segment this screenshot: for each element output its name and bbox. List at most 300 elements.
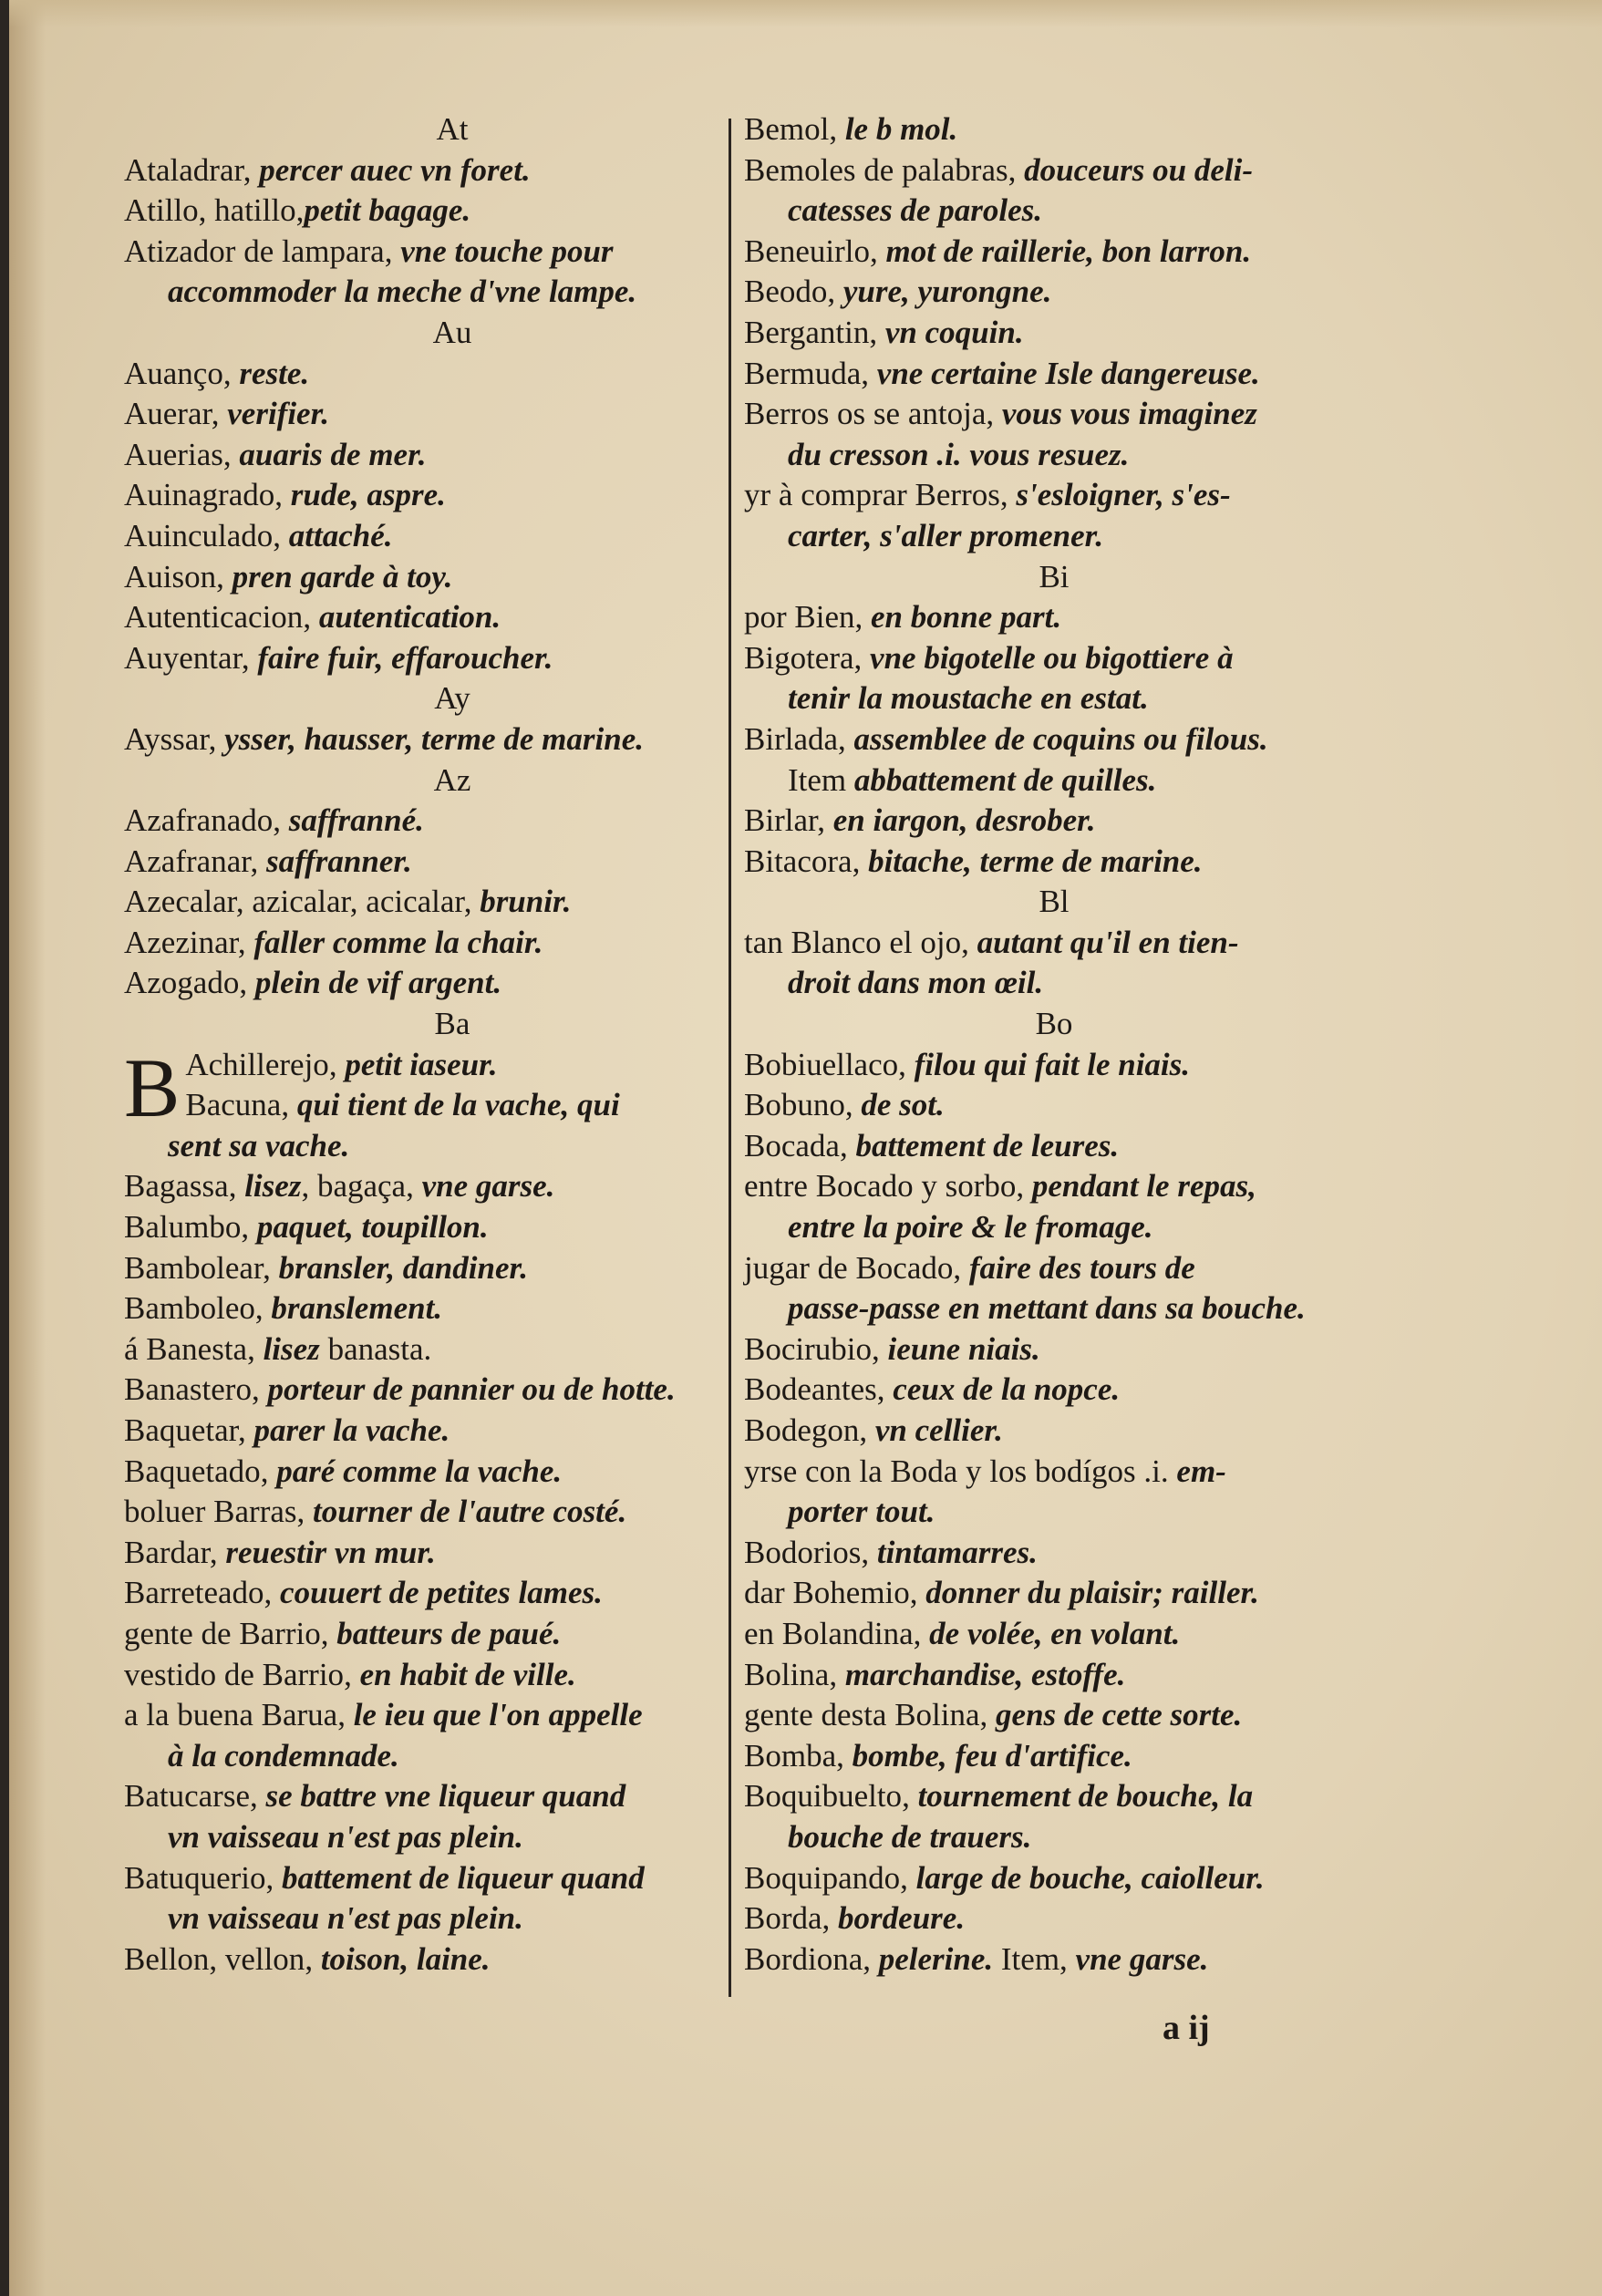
entry-separator: , bbox=[250, 843, 266, 879]
entry-definition: large de bouche, caiolleur. bbox=[915, 1859, 1265, 1896]
entry-definition: vne bigotelle ou bigottiere à bbox=[870, 639, 1234, 676]
entry-term: Bemoles de palabras bbox=[744, 151, 1008, 188]
entry-definition: lisez bbox=[244, 1168, 302, 1205]
entry-definition: autant qu'il en tien- bbox=[977, 924, 1239, 960]
dictionary-entry bbox=[744, 1655, 1364, 1696]
section-heading: At bbox=[436, 111, 469, 147]
entry-term: Bomba bbox=[744, 1737, 837, 1774]
entry-definition: saffranné. bbox=[288, 802, 424, 839]
entry-definition: porter tout. bbox=[788, 1494, 935, 1530]
entry-definition: reste. bbox=[239, 355, 310, 391]
dictionary-entry bbox=[124, 1776, 726, 1817]
entry-continuation bbox=[744, 963, 1364, 1004]
entry-separator: , bbox=[852, 843, 869, 879]
entry-separator: , bbox=[328, 1046, 346, 1082]
entry-separator: , bbox=[384, 233, 401, 269]
entry-separator: , bbox=[838, 720, 854, 757]
entry-definition: vous vous imaginez bbox=[1001, 396, 1257, 432]
entry-term: Ayssar bbox=[124, 720, 209, 757]
entry-term: Banastero bbox=[124, 1371, 252, 1408]
dictionary-entry bbox=[744, 1736, 1364, 1777]
entry-separator: , bbox=[863, 1940, 879, 1977]
entry-definition: vne touche pour bbox=[400, 233, 614, 269]
dictionary-entry bbox=[124, 1939, 726, 1981]
entry-continuation bbox=[744, 760, 1364, 802]
entry-definition: tourner de l'autre costé. bbox=[313, 1494, 627, 1530]
entry-definition: faire fuir, effaroucher. bbox=[257, 639, 553, 676]
entry-separator: , bbox=[876, 1371, 894, 1408]
section-heading: Ba bbox=[434, 1006, 470, 1042]
entry-separator: , bbox=[222, 355, 240, 391]
entry-separator: , bbox=[260, 1453, 277, 1489]
dictionary-entry bbox=[744, 272, 1364, 313]
entry-term: Beneuirlo bbox=[744, 233, 871, 269]
entry-separator: , bbox=[986, 396, 1002, 432]
entry-term: Bocirubio bbox=[744, 1330, 872, 1367]
entry-definition: passe-passe en mettant dans sa bouche. bbox=[788, 1290, 1306, 1327]
entry-term: Baquetar bbox=[124, 1412, 238, 1448]
entry-term: Achillerejo bbox=[185, 1046, 329, 1082]
entry-term: Bamboleo bbox=[124, 1290, 255, 1327]
entry-term: Bagassa bbox=[124, 1168, 229, 1205]
entry-separator: , bbox=[829, 111, 845, 147]
dictionary-entry bbox=[124, 435, 726, 476]
entry-continuation bbox=[744, 1817, 1364, 1858]
dictionary-entry bbox=[744, 1085, 1364, 1126]
entry-separator: , bbox=[1016, 1168, 1032, 1205]
entry-continuation bbox=[124, 1126, 726, 1167]
entry-term: Bermuda bbox=[744, 355, 862, 391]
dictionary-entry bbox=[744, 1614, 1364, 1655]
entry-continuation bbox=[744, 435, 1364, 476]
dictionary-entry bbox=[124, 1370, 726, 1411]
entry-definition: porteur de pannier ou de hotte. bbox=[267, 1371, 676, 1408]
entry-definition: attaché. bbox=[288, 517, 393, 553]
entry-term: Beodo bbox=[744, 274, 828, 310]
entry-definition: marchandise, estoffe. bbox=[844, 1656, 1126, 1692]
section-heading: Bl bbox=[1039, 884, 1070, 920]
dictionary-entry bbox=[744, 1695, 1364, 1736]
entry-definition: s'esloigner, s'es- bbox=[1016, 477, 1231, 513]
dictionary-entry bbox=[744, 109, 1364, 150]
entry-definition: paré comme la vache. bbox=[276, 1453, 563, 1489]
entry-definition: catesses de paroles. bbox=[788, 192, 1042, 229]
entry-separator: , bbox=[305, 1940, 321, 1977]
entry-definition: ceux de la nopce. bbox=[893, 1371, 1121, 1408]
entry-tail: banasta. bbox=[319, 1330, 432, 1367]
entry-term: á Banesta bbox=[124, 1330, 248, 1367]
entry-definition: de volée, en volant. bbox=[929, 1615, 1181, 1651]
dictionary-entry bbox=[124, 1329, 726, 1370]
entry-definition: petit iaseur. bbox=[345, 1046, 498, 1082]
entry-definition: mot de raillerie, bon larron. bbox=[885, 233, 1252, 269]
entry-continuation bbox=[124, 1736, 726, 1777]
dictionary-entry bbox=[124, 882, 726, 923]
section-heading: Az bbox=[433, 761, 471, 798]
entry-term: Birlar bbox=[744, 802, 818, 839]
entry-separator: , bbox=[222, 436, 240, 472]
entry-separator: , bbox=[208, 720, 225, 757]
entry-definition: bordeure. bbox=[838, 1900, 966, 1937]
dictionary-entry bbox=[124, 1533, 726, 1574]
entry-definition: donner du plaisir; railler. bbox=[925, 1575, 1259, 1611]
entry-definition: tenir la moustache en estat. bbox=[788, 680, 1149, 717]
entry-term: Bordiona bbox=[744, 1940, 863, 1977]
entry-separator: , bbox=[295, 192, 305, 229]
entry-definition: filou qui fait le niais. bbox=[914, 1046, 1191, 1082]
entry-term: Auerar bbox=[124, 396, 212, 432]
dictionary-entry bbox=[744, 1045, 1364, 1086]
entry-definition: le b mol. bbox=[844, 111, 958, 147]
entry-term: Item bbox=[788, 761, 847, 798]
entry-separator: , bbox=[853, 639, 871, 676]
entry-term: Azogado bbox=[124, 965, 240, 1001]
entry-separator: , bbox=[209, 1534, 226, 1570]
entry-separator: , bbox=[243, 151, 260, 188]
entry-definition: em- bbox=[1176, 1453, 1226, 1489]
dictionary-entry bbox=[124, 1288, 726, 1329]
entry-separator: , bbox=[861, 1534, 877, 1570]
entry-separator: , bbox=[999, 477, 1017, 513]
right-column bbox=[744, 109, 1364, 1980]
dictionary-entry bbox=[124, 516, 726, 557]
entry-definition: gens de cette sorte. bbox=[996, 1697, 1243, 1733]
entry-term: Azezinar bbox=[124, 924, 238, 960]
dictionary-entry bbox=[124, 354, 726, 395]
entry-term: Bodorios bbox=[744, 1534, 862, 1570]
entry-separator: , bbox=[273, 802, 289, 839]
entry-separator: , bbox=[273, 517, 289, 553]
entry-definition: de sot. bbox=[861, 1087, 945, 1123]
entry-definition: bombe, feu d'artifice. bbox=[852, 1737, 1132, 1774]
dictionary-entry bbox=[744, 232, 1364, 273]
entry-term: Azafranado bbox=[124, 802, 274, 839]
entry-definition: en bonne part. bbox=[871, 599, 1062, 636]
entry-separator: , bbox=[902, 1778, 918, 1815]
entry-definition: carter, s'aller promener. bbox=[788, 517, 1104, 553]
dictionary-entry bbox=[124, 1614, 726, 1655]
dictionary-entry bbox=[124, 1085, 726, 1126]
entry-term: dar Bohemio bbox=[744, 1575, 910, 1611]
dictionary-entry bbox=[744, 354, 1364, 395]
entry-definition: en iargon, desrober. bbox=[832, 802, 1096, 839]
entry-separator: , bbox=[1008, 151, 1025, 188]
dictionary-entry bbox=[744, 597, 1364, 638]
entry-continuation bbox=[124, 1817, 726, 1858]
entry-separator: , bbox=[296, 1494, 314, 1530]
dictionary-entry bbox=[744, 1858, 1364, 1899]
entry-separator: , bbox=[463, 884, 481, 920]
entry-continuation bbox=[744, 678, 1364, 719]
entry-separator: , bbox=[344, 1656, 360, 1692]
entry-definition: plein de vif argent. bbox=[254, 965, 502, 1001]
entry-separator: , bbox=[979, 1697, 997, 1733]
signature-mark: a ij bbox=[1163, 2009, 1210, 2047]
dictionary-entry bbox=[124, 1492, 726, 1533]
entry-continuation bbox=[744, 191, 1364, 232]
entry-definition: yure, yurongne. bbox=[842, 274, 1052, 310]
dictionary-entry bbox=[744, 842, 1364, 883]
dictionary-entry bbox=[744, 801, 1364, 842]
dictionary-entry bbox=[744, 1248, 1364, 1289]
entry-separator: , bbox=[859, 1412, 875, 1448]
entry-definition: rude, aspre. bbox=[290, 477, 446, 513]
dictionary-entry bbox=[124, 963, 726, 1004]
dictionary-entry bbox=[124, 150, 726, 191]
entry-term: tan Blanco el ojo bbox=[744, 924, 962, 960]
column-divider bbox=[729, 119, 731, 1997]
entry-separator: , bbox=[854, 599, 872, 636]
entry-definition: autentication. bbox=[318, 599, 501, 636]
entry-term: por Bien bbox=[744, 599, 855, 636]
section-heading: Ay bbox=[434, 680, 470, 717]
entry-separator: , bbox=[900, 1859, 916, 1896]
entry-separator: , bbox=[239, 965, 255, 1001]
dictionary-entry bbox=[124, 1166, 726, 1207]
dictionary-entry bbox=[744, 1166, 1364, 1207]
dictionary-entry bbox=[744, 1329, 1364, 1370]
entry-definition: percer auec vn foret. bbox=[259, 151, 531, 188]
entry-definition: ysser, hausser, terme de marine. bbox=[224, 720, 644, 757]
entry-definition: se battre vne liqueur quand bbox=[265, 1778, 626, 1815]
entry-term: yr à comprar Berros bbox=[744, 477, 1000, 513]
entry-definition: branslement. bbox=[271, 1290, 443, 1327]
entry-separator: , bbox=[237, 1412, 254, 1448]
entry-definition: le ieu que l'on appelle bbox=[353, 1697, 643, 1733]
entry-separator: , bbox=[216, 558, 233, 595]
entry-separator: , bbox=[829, 1656, 845, 1692]
entry-separator: , bbox=[249, 1778, 266, 1815]
entry-term: en Bolandina bbox=[744, 1615, 914, 1651]
entry-separator: , bbox=[913, 1615, 930, 1651]
entry-definition: en habit de ville. bbox=[359, 1656, 576, 1692]
entry-separator: , bbox=[839, 1127, 856, 1164]
entry-definition: ieune niais. bbox=[887, 1330, 1040, 1367]
entry-definition: bouche de trauers. bbox=[788, 1818, 1032, 1855]
entry-definition: petit bagage. bbox=[304, 192, 471, 229]
dictionary-entry bbox=[124, 842, 726, 883]
dictionary-entry bbox=[744, 150, 1364, 191]
entry-term: vestido de Barrio bbox=[124, 1656, 345, 1692]
entry-definition: assemblee de coquins ou filous. bbox=[853, 720, 1268, 757]
entry-term: Berros os se antoja bbox=[744, 396, 987, 432]
entry-definition: faire des tours de bbox=[968, 1249, 1195, 1286]
entry-separator: , bbox=[871, 1330, 888, 1367]
dictionary-entry bbox=[744, 719, 1364, 760]
entry-term: Azafranar bbox=[124, 843, 251, 879]
entry-definition: reuestir vn mur. bbox=[225, 1534, 436, 1570]
entry-term: gente de Barrio bbox=[124, 1615, 321, 1651]
entry-separator: , bbox=[898, 1046, 915, 1082]
entry-term: Bergantin bbox=[744, 314, 870, 350]
entry-separator: , bbox=[265, 1859, 283, 1896]
entry-term: Bigotera bbox=[744, 639, 854, 676]
entry-term: Auyentar bbox=[124, 639, 242, 676]
entry-term: Boquipando bbox=[744, 1859, 901, 1896]
entry-definition: tintamarres. bbox=[876, 1534, 1038, 1570]
entry-definition: parer la vache. bbox=[253, 1412, 450, 1448]
entry-separator: , bbox=[247, 1330, 264, 1367]
entry-continuation bbox=[744, 516, 1364, 557]
left-column bbox=[124, 109, 726, 1980]
entry-separator: , bbox=[211, 396, 228, 432]
entry-separator: , bbox=[844, 1087, 862, 1123]
entry-definition: batteurs de paué. bbox=[336, 1615, 562, 1651]
entry-separator: , bbox=[281, 1087, 297, 1123]
entry-separator: , bbox=[320, 1615, 337, 1651]
entry-definition: à la condemnade. bbox=[168, 1737, 399, 1774]
entry-definition-2: vne garse. bbox=[1075, 1940, 1209, 1977]
section-heading: Bi bbox=[1039, 558, 1070, 595]
dictionary-entry bbox=[744, 1939, 1364, 1981]
entry-definition: saffranner. bbox=[265, 843, 412, 879]
entry-definition: accommoder la meche d'vne lampe. bbox=[168, 274, 637, 310]
entry-term: Batucarse bbox=[124, 1778, 250, 1815]
dictionary-entry bbox=[744, 1898, 1364, 1939]
entry-separator: , bbox=[263, 1249, 279, 1286]
entry-separator: , bbox=[254, 1290, 272, 1327]
entry-definition: couuert de petites lames. bbox=[280, 1575, 603, 1611]
entry-definition: verifier. bbox=[227, 396, 330, 432]
entry-definition: douceurs ou deli- bbox=[1024, 151, 1253, 188]
entry-definition: vn vaisseau n'est pas plein. bbox=[168, 1900, 523, 1937]
entry-term: a la buena Barua bbox=[124, 1697, 338, 1733]
entry-definition: battement de liqueur quand bbox=[282, 1859, 645, 1896]
entry-separator: , bbox=[817, 802, 833, 839]
entry-term: Bolina bbox=[744, 1656, 830, 1692]
entry-term: Bemol bbox=[744, 111, 830, 147]
entry-separator: , bbox=[337, 1697, 354, 1733]
dictionary-entry bbox=[124, 638, 726, 679]
entry-term: jugar de Bocado bbox=[744, 1249, 954, 1286]
entry-separator: , bbox=[822, 1900, 839, 1937]
dictionary-entry bbox=[124, 719, 726, 760]
entry-term: entre Bocado y sorbo bbox=[744, 1168, 1017, 1205]
entry-separator: , bbox=[303, 599, 319, 636]
entry-term: Atizador de lampara bbox=[124, 233, 385, 269]
dictionary-entry bbox=[744, 313, 1364, 354]
entry-term: gente desta Bolina bbox=[744, 1697, 980, 1733]
entry-definition: tournement de bouche, la bbox=[917, 1778, 1254, 1815]
entry-continuation bbox=[744, 1207, 1364, 1248]
dictionary-entry bbox=[124, 1207, 726, 1248]
entry-definition: abbattement de quilles. bbox=[853, 761, 1157, 798]
entry-tail: , bagaça, bbox=[301, 1168, 422, 1205]
entry-term: Barreteado bbox=[124, 1575, 264, 1611]
entry-separator: , bbox=[836, 1737, 853, 1774]
dictionary-entry bbox=[124, 232, 726, 273]
section-heading: Bo bbox=[1035, 1006, 1073, 1042]
entry-term: Bocada bbox=[744, 1127, 840, 1164]
entry-definition: du cresson .i. vous resuez. bbox=[788, 436, 1130, 472]
entry-continuation bbox=[744, 1288, 1364, 1329]
dictionary-entry bbox=[744, 1776, 1364, 1817]
entry-term: Auanço bbox=[124, 355, 223, 391]
entry-definition: bitache, terme de marine. bbox=[868, 843, 1203, 879]
entry-term: Bitacora bbox=[744, 843, 853, 879]
entry-term: Bobuno bbox=[744, 1087, 845, 1123]
entry-term: Auinculado bbox=[124, 517, 274, 553]
entry-term: Auison bbox=[124, 558, 217, 595]
entry-definition: entre la poire & le fromage. bbox=[788, 1209, 1153, 1246]
entry-term: Bodegon bbox=[744, 1412, 860, 1448]
entry-separator: , bbox=[861, 355, 877, 391]
entry-definition: bransler, dandiner. bbox=[278, 1249, 528, 1286]
dictionary-entry bbox=[744, 1533, 1364, 1574]
dictionary-entry bbox=[124, 475, 726, 516]
entry-definition: faller comme la chair. bbox=[253, 924, 543, 960]
entry-term: Auerias bbox=[124, 436, 223, 472]
entry-term: Balumbo bbox=[124, 1209, 242, 1246]
entry-separator: , bbox=[870, 233, 886, 269]
entry-definition: vn vaisseau n'est pas plein. bbox=[168, 1818, 523, 1855]
dictionary-entry bbox=[124, 191, 726, 232]
dictionary-entry bbox=[124, 1858, 726, 1899]
entry-definition: vne certaine Isle dangereuse. bbox=[876, 355, 1260, 391]
dictionary-entry bbox=[124, 1452, 726, 1493]
entry-term: Boquibuelto bbox=[744, 1778, 903, 1815]
entry-term: Borda bbox=[744, 1900, 822, 1937]
dictionary-entry bbox=[124, 801, 726, 842]
entry-definition: pren garde à toy. bbox=[232, 558, 453, 595]
entry-separator: , bbox=[228, 1168, 245, 1205]
entry-separator: , bbox=[869, 314, 885, 350]
entry-definition: droit dans mon œil. bbox=[788, 965, 1044, 1001]
book-page bbox=[9, 0, 1602, 2296]
entry-definition: auaris de mer. bbox=[239, 436, 427, 472]
entry-term: Batuquerio bbox=[124, 1859, 266, 1896]
entry-separator: , bbox=[961, 924, 977, 960]
entry-separator: , bbox=[264, 1575, 281, 1611]
dictionary-entry bbox=[124, 557, 726, 598]
dictionary-entry bbox=[124, 1655, 726, 1696]
dictionary-entry bbox=[124, 1695, 726, 1736]
entry-term: Atillo, hatillo bbox=[124, 192, 296, 229]
dictionary-entry bbox=[744, 475, 1364, 516]
entry-term: Ataladrar bbox=[124, 151, 243, 188]
dictionary-entry bbox=[744, 1452, 1364, 1493]
dictionary-entry bbox=[124, 1248, 726, 1289]
entry-definition: battement de leures. bbox=[855, 1127, 1120, 1164]
entry-definition: pendant le repas, bbox=[1031, 1168, 1256, 1205]
dictionary-entry bbox=[744, 1370, 1364, 1411]
entry-term: boluer Barras bbox=[124, 1494, 297, 1530]
dictionary-entry bbox=[124, 1411, 726, 1452]
entry-term: Bardar bbox=[124, 1534, 210, 1570]
entry-term: Bacuna bbox=[185, 1087, 282, 1123]
entry-continuation bbox=[124, 1898, 726, 1939]
entry-definition: pelerine. bbox=[878, 1940, 994, 1977]
entry-definition: toison, laine. bbox=[320, 1940, 491, 1977]
dictionary-entry bbox=[124, 597, 726, 638]
dictionary-entry bbox=[744, 923, 1364, 964]
entry-term: Baquetado bbox=[124, 1453, 261, 1489]
entry-term: Bodeantes bbox=[744, 1371, 877, 1408]
entry-continuation bbox=[744, 1492, 1364, 1533]
entry-separator: , bbox=[274, 477, 291, 513]
dictionary-entry bbox=[744, 394, 1364, 435]
entry-definition: vn coquin. bbox=[884, 314, 1024, 350]
drop-cap: B bbox=[124, 1040, 181, 1134]
entry-separator: , bbox=[241, 639, 258, 676]
entry-separator: , bbox=[251, 1371, 268, 1408]
entry-term: Bambolear bbox=[124, 1249, 264, 1286]
entry-term: yrse con la Boda y los bodígos .i. bbox=[744, 1453, 1169, 1489]
entry-separator: , bbox=[909, 1575, 926, 1611]
dictionary-entry bbox=[744, 1126, 1364, 1167]
entry-definition: brunir. bbox=[480, 884, 572, 920]
entry-tail: Item, bbox=[993, 1940, 1076, 1977]
